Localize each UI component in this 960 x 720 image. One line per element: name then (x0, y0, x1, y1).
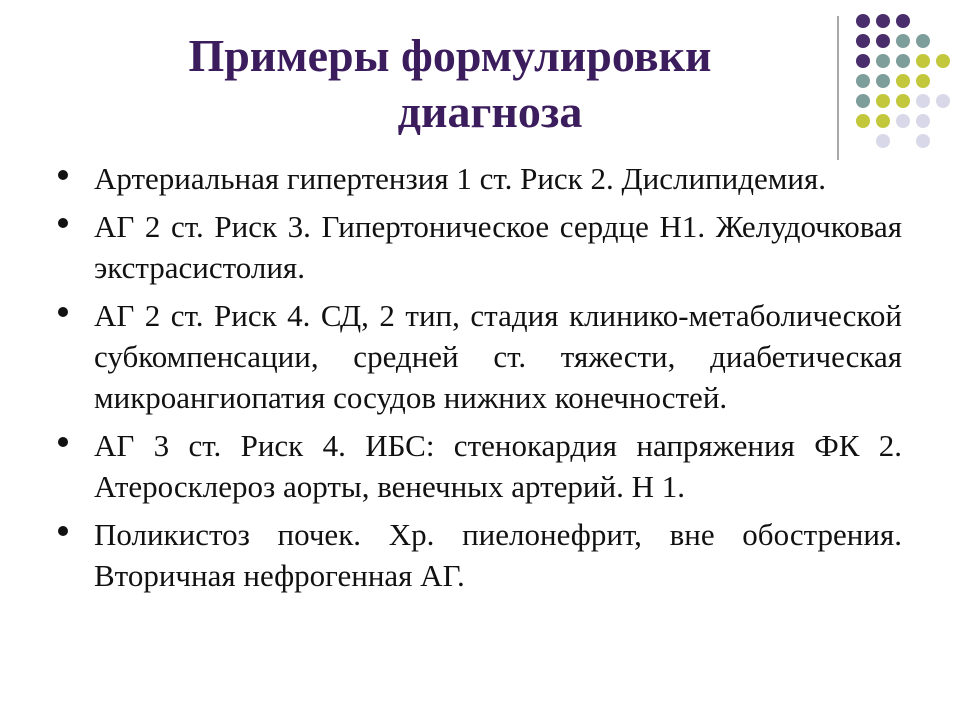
list-item (58, 158, 902, 199)
decor-dot (936, 54, 950, 68)
decor-dot (876, 14, 890, 28)
list-item-text: Поликистоз почек. Хр. пиелонефрит, вне обострения. Вторичная нефрогенная АГ. (94, 517, 902, 593)
title-line-1: Примеры формулировки (188, 30, 712, 81)
list-item (58, 514, 902, 596)
title-line-2: диагноза (397, 86, 583, 137)
list-item-text: АГ 2 ст. Риск 4. СД, 2 тип, стадия клинико-метаболической субкомпенсации, средней ст. тяжести, диабетическая микроангиопатия сосудов нижних конечностей. (94, 298, 902, 415)
decor-dot (916, 134, 930, 148)
decor-dot (916, 114, 930, 128)
slide-title (0, 28, 900, 140)
list-item (58, 206, 902, 288)
bullet-icon (58, 307, 68, 317)
list-item-text: Артериальная гипертензия 1 ст. Риск 2. Дислипидемия. (94, 161, 826, 196)
list-item-text: АГ 3 ст. Риск 4. ИБС: стенокардия напряжения ФК 2. Атеросклероз аорты, венечных артерий. Н 1. (94, 428, 902, 504)
decor-dot (856, 14, 870, 28)
decorative-divider (837, 16, 839, 160)
list-item (58, 295, 902, 418)
decor-dot (916, 94, 930, 108)
list-item-text: АГ 2 ст. Риск 3. Гипертоническое сердце Н1. Желудочковая экстрасистолия. (94, 209, 902, 285)
diagnosis-examples-list (58, 158, 902, 603)
list-item (58, 425, 902, 507)
bullet-icon (58, 437, 68, 447)
bullet-icon (58, 526, 68, 536)
bullet-icon (58, 170, 68, 180)
decor-dot (936, 94, 950, 108)
decor-dot (916, 74, 930, 88)
bullet-icon (58, 218, 68, 228)
decor-dot (916, 34, 930, 48)
decor-dot (916, 54, 930, 68)
decor-dot (896, 14, 910, 28)
